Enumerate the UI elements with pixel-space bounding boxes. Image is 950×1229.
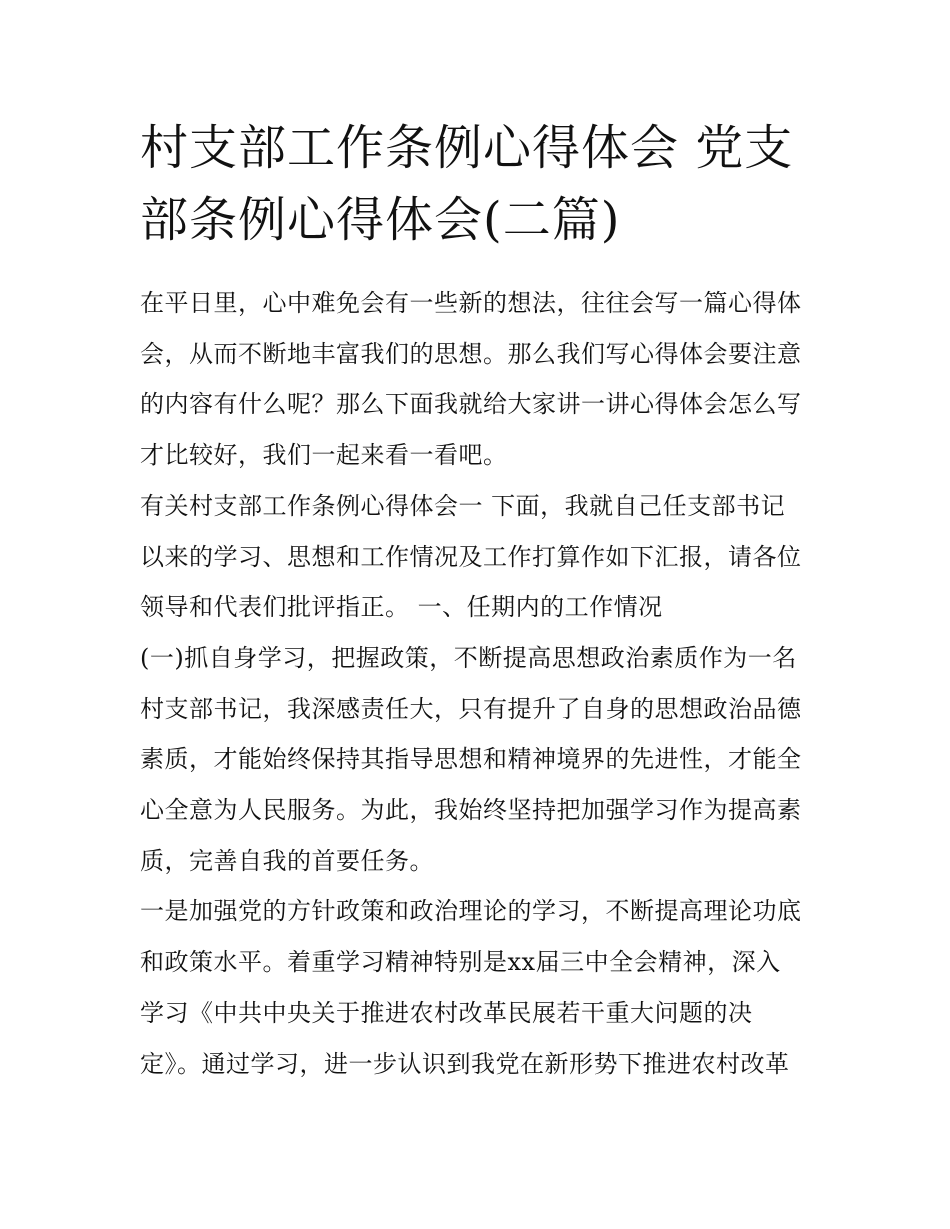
body-line-12: 质，完善自我的首要任务。 [140,846,434,875]
body-line-11: 心全意为人民服务。为此，我始终坚持把加强学习作为提高素 [140,796,802,825]
body-line-14: 和政策水平。着重学习精神特别是xx届三中全会精神，深入 [140,948,781,977]
body-line-3: 的内容有什么呢？那么下面我就给大家讲一讲心得体会怎么写 [140,390,802,419]
body-line-4: 才比较好，我们一起来看一看吧。 [140,441,508,470]
body-line-13: 一是加强党的方针政策和政治理论的学习，不断提高理论功底 [140,897,802,926]
body-line-6: 以来的学习、思想和工作情况及工作打算作如下汇报，请各位 [140,542,802,571]
title-line-2: 部条例心得体会(二篇) [140,192,621,248]
body-line-7: 领导和代表们批评指正。 一、任期内的工作情况 [140,593,663,622]
body-line-2: 会，从而不断地丰富我们的思想。那么我们写心得体会要注意 [140,339,802,368]
body-line-8: (一)抓自身学习，把握政策，不断提高思想政治素质作为一名 [140,643,797,672]
body-line-16: 定》。通过学习，进一步认识到我党在新形势下推进农村改革 [140,1049,790,1078]
body-line-5: 有关村支部工作条例心得体会一 下面，我就自己任支部书记 [140,491,786,520]
body-line-15: 学习《中共中央关于推进农村改革民展若干重大问题的决 [140,998,753,1027]
document-title [140,112,820,256]
document-body [140,278,820,1089]
body-line-1: 在平日里，心中难免会有一些新的想法，往往会写一篇心得体 [140,289,802,317]
body-line-9: 村支部书记，我深感责任大，只有提升了自身的思想政治品德 [140,694,802,723]
body-line-10: 素质，才能始终保持其指导思想和精神境界的先进性，才能全 [140,745,802,774]
title-line-1: 村支部工作条例心得体会 党支 [140,120,794,176]
